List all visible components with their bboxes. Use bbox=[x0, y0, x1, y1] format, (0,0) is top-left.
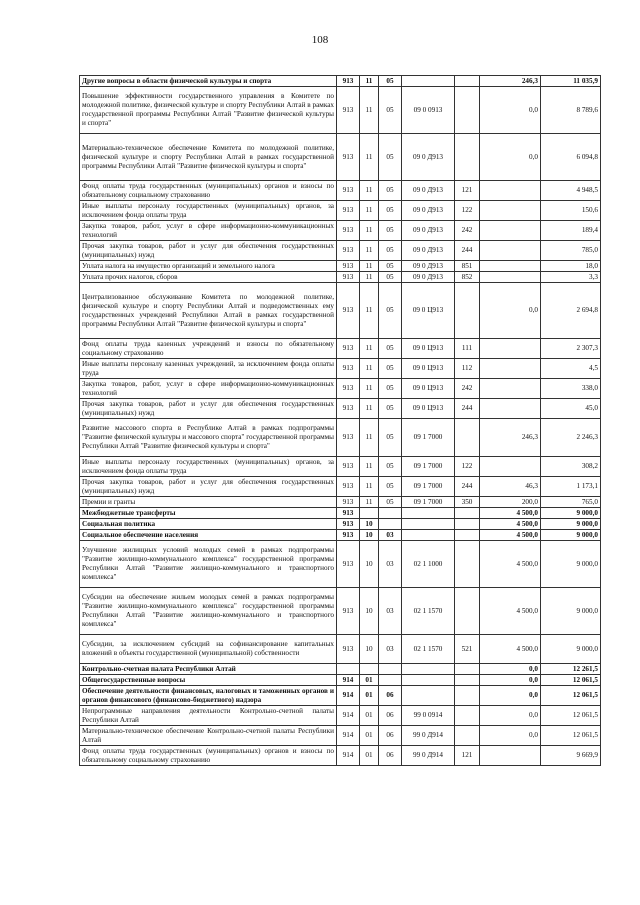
subsection-code-cell: 05 bbox=[379, 283, 402, 339]
expense-type-cell bbox=[455, 706, 480, 726]
page-number: 108 bbox=[311, 34, 329, 46]
row-name-cell: Субсидии на обеспечение жильем молодых семей в рамках подпрограммы "Развитие жилищно-коммунального комплекса" государственной программы Республики Алтай "Развитие жилищно-коммунального и транспортного комплекса" bbox=[80, 588, 337, 635]
expense-type-cell: 244 bbox=[455, 477, 480, 497]
amount-2-cell: 4,5 bbox=[541, 359, 601, 379]
section-code-cell: 01 bbox=[360, 726, 379, 746]
amount-2-cell: 9 000,0 bbox=[541, 519, 601, 530]
subsection-code-cell: 05 bbox=[379, 87, 402, 134]
row-name-cell: Социальное обеспечение населения bbox=[80, 530, 337, 541]
target-article-cell bbox=[402, 686, 455, 706]
row-name-cell: Уплата прочих налогов, сборов bbox=[80, 272, 337, 283]
row-name-cell: Закупка товаров, работ, услуг в сфере информационно-коммуникационных технологий bbox=[80, 221, 337, 241]
expense-type-cell bbox=[455, 726, 480, 746]
expense-type-cell bbox=[455, 519, 480, 530]
amount-2-cell: 189,4 bbox=[541, 221, 601, 241]
amount-1-cell: 0,0 bbox=[480, 726, 541, 746]
table-row bbox=[80, 201, 601, 221]
subsection-code-cell: 05 bbox=[379, 221, 402, 241]
table-row bbox=[80, 283, 601, 339]
table-row bbox=[80, 87, 601, 134]
amount-2-cell: 2 694,8 bbox=[541, 283, 601, 339]
table-row bbox=[80, 134, 601, 181]
amount-1-cell: 0,0 bbox=[480, 283, 541, 339]
table-row bbox=[80, 675, 601, 686]
amount-1-cell: 4 500,0 bbox=[480, 530, 541, 541]
amount-1-cell bbox=[480, 359, 541, 379]
section-code-cell: 11 bbox=[360, 181, 379, 201]
target-article-cell bbox=[402, 664, 455, 675]
expense-type-cell bbox=[455, 530, 480, 541]
amount-2-cell: 3,3 bbox=[541, 272, 601, 283]
admin-code-cell: 913 bbox=[337, 635, 360, 664]
target-article-cell: 09 0 Д913 bbox=[402, 241, 455, 261]
admin-code-cell: 913 bbox=[337, 541, 360, 588]
expense-type-cell bbox=[455, 419, 480, 457]
target-article-cell: 02 1 1570 bbox=[402, 588, 455, 635]
target-article-cell: 02 1 1570 bbox=[402, 635, 455, 664]
amount-2-cell: 785,0 bbox=[541, 241, 601, 261]
admin-code-cell: 913 bbox=[337, 87, 360, 134]
target-article-cell: 09 0 Ц913 bbox=[402, 379, 455, 399]
section-code-cell: 10 bbox=[360, 588, 379, 635]
amount-1-cell bbox=[480, 201, 541, 221]
amount-1-cell bbox=[480, 746, 541, 766]
admin-code-cell: 913 bbox=[337, 241, 360, 261]
subsection-code-cell: 05 bbox=[379, 181, 402, 201]
table-row bbox=[80, 359, 601, 379]
subsection-code-cell: 05 bbox=[379, 76, 402, 87]
table-row bbox=[80, 181, 601, 201]
admin-code-cell: 913 bbox=[337, 181, 360, 201]
target-article-cell: 99 0 Д914 bbox=[402, 746, 455, 766]
row-name-cell: Фонд оплаты труда государственных (муниципальных) органов и взносы по обязательному социальному страхованию bbox=[80, 181, 337, 201]
amount-1-cell: 0,0 bbox=[480, 87, 541, 134]
table-row bbox=[80, 508, 601, 519]
table-row bbox=[80, 635, 601, 664]
admin-code-cell: 914 bbox=[337, 686, 360, 706]
section-code-cell: 11 bbox=[360, 339, 379, 359]
amount-1-cell: 200,0 bbox=[480, 497, 541, 508]
table-row bbox=[80, 541, 601, 588]
admin-code-cell: 914 bbox=[337, 706, 360, 726]
section-code-cell: 11 bbox=[360, 261, 379, 272]
admin-code-cell: 914 bbox=[337, 726, 360, 746]
section-code-cell: 11 bbox=[360, 477, 379, 497]
section-code-cell: 11 bbox=[360, 134, 379, 181]
amount-2-cell: 9 000,0 bbox=[541, 635, 601, 664]
row-name-cell: Непрограммные направления деятельности Контрольно-счетной палаты Республики Алтай bbox=[80, 706, 337, 726]
expense-type-cell: 111 bbox=[455, 339, 480, 359]
table-row bbox=[80, 477, 601, 497]
row-name-cell: Иные выплаты персоналу государственных (муниципальных) органов, за исключением фонда оплаты труда bbox=[80, 457, 337, 477]
amount-1-cell: 4 500,0 bbox=[480, 508, 541, 519]
admin-code-cell: 913 bbox=[337, 519, 360, 530]
target-article-cell: 09 0 Ц913 bbox=[402, 283, 455, 339]
subsection-code-cell bbox=[379, 664, 402, 675]
table-row bbox=[80, 221, 601, 241]
expense-type-cell bbox=[455, 283, 480, 339]
amount-2-cell: 4 948,5 bbox=[541, 181, 601, 201]
subsection-code-cell: 06 bbox=[379, 746, 402, 766]
section-code-cell: 10 bbox=[360, 635, 379, 664]
section-code-cell: 11 bbox=[360, 497, 379, 508]
amount-2-cell: 2 246,3 bbox=[541, 419, 601, 457]
admin-code-cell: 913 bbox=[337, 359, 360, 379]
subsection-code-cell: 03 bbox=[379, 530, 402, 541]
section-code-cell: 11 bbox=[360, 379, 379, 399]
row-name-cell: Фонд оплаты труда государственных (муниципальных) органов и взносы по обязательному социальному страхованию bbox=[80, 746, 337, 766]
target-article-cell: 09 0 Д913 bbox=[402, 181, 455, 201]
amount-1-cell bbox=[480, 339, 541, 359]
subsection-code-cell: 03 bbox=[379, 588, 402, 635]
table-row bbox=[80, 726, 601, 746]
admin-code-cell: 913 bbox=[337, 530, 360, 541]
amount-2-cell: 9 000,0 bbox=[541, 508, 601, 519]
amount-1-cell: 4 500,0 bbox=[480, 541, 541, 588]
amount-1-cell: 46,3 bbox=[480, 477, 541, 497]
subsection-code-cell: 05 bbox=[379, 339, 402, 359]
amount-1-cell bbox=[480, 181, 541, 201]
subsection-code-cell bbox=[379, 675, 402, 686]
admin-code-cell: 913 bbox=[337, 272, 360, 283]
section-code-cell: 11 bbox=[360, 272, 379, 283]
amount-1-cell: 246,3 bbox=[480, 76, 541, 87]
amount-2-cell: 8 789,6 bbox=[541, 87, 601, 134]
table-row bbox=[80, 457, 601, 477]
expense-type-cell: 112 bbox=[455, 359, 480, 379]
amount-1-cell: 0,0 bbox=[480, 675, 541, 686]
row-name-cell: Иные выплаты персоналу казенных учреждений, за исключением фонда оплаты труда bbox=[80, 359, 337, 379]
subsection-code-cell: 06 bbox=[379, 686, 402, 706]
row-name-cell: Прочая закупка товаров, работ и услуг для обеспечения государственных (муниципальных) нужд bbox=[80, 477, 337, 497]
expense-type-cell: 121 bbox=[455, 181, 480, 201]
section-code-cell: 01 bbox=[360, 706, 379, 726]
row-name-cell: Повышение эффективности государственного управления в Комитете по молодежной политике, физической культуре и спорту Республики Алтай в рамках государственной программы Республики Алтай "Развитие физической культуры и спорта" bbox=[80, 87, 337, 134]
expense-type-cell bbox=[455, 541, 480, 588]
expense-type-cell: 122 bbox=[455, 457, 480, 477]
amount-1-cell bbox=[480, 399, 541, 419]
expense-type-cell: 244 bbox=[455, 399, 480, 419]
row-name-cell: Премии и гранты bbox=[80, 497, 337, 508]
admin-code-cell: 913 bbox=[337, 419, 360, 457]
admin-code-cell: 913 bbox=[337, 134, 360, 181]
subsection-code-cell: 03 bbox=[379, 635, 402, 664]
admin-code-cell bbox=[337, 664, 360, 675]
amount-2-cell: 12 261,5 bbox=[541, 664, 601, 675]
subsection-code-cell: 03 bbox=[379, 541, 402, 588]
section-code-cell: 10 bbox=[360, 530, 379, 541]
subsection-code-cell: 05 bbox=[379, 419, 402, 457]
admin-code-cell: 913 bbox=[337, 399, 360, 419]
table-row bbox=[80, 399, 601, 419]
section-code-cell bbox=[360, 664, 379, 675]
section-code-cell: 01 bbox=[360, 675, 379, 686]
amount-2-cell: 150,6 bbox=[541, 201, 601, 221]
amount-1-cell: 0,0 bbox=[480, 134, 541, 181]
target-article-cell: 09 0 Ц913 bbox=[402, 399, 455, 419]
section-code-cell: 11 bbox=[360, 399, 379, 419]
amount-1-cell bbox=[480, 379, 541, 399]
table-row bbox=[80, 272, 601, 283]
expense-type-cell bbox=[455, 675, 480, 686]
admin-code-cell: 913 bbox=[337, 221, 360, 241]
amount-2-cell: 308,2 bbox=[541, 457, 601, 477]
expense-type-cell: 851 bbox=[455, 261, 480, 272]
target-article-cell: 09 0 Д913 bbox=[402, 134, 455, 181]
section-code-cell: 11 bbox=[360, 201, 379, 221]
target-article-cell: 09 1 7000 bbox=[402, 457, 455, 477]
row-name-cell: Иные выплаты персоналу государственных (муниципальных) органов, за исключением фонда оплаты труда bbox=[80, 201, 337, 221]
row-name-cell: Контрольно-счетная палата Республики Алтай bbox=[80, 664, 337, 675]
expense-type-cell: 242 bbox=[455, 221, 480, 241]
admin-code-cell: 914 bbox=[337, 675, 360, 686]
amount-1-cell: 4 500,0 bbox=[480, 588, 541, 635]
amount-1-cell: 0,0 bbox=[480, 664, 541, 675]
section-code-cell: 11 bbox=[360, 419, 379, 457]
target-article-cell bbox=[402, 519, 455, 530]
amount-1-cell: 4 500,0 bbox=[480, 519, 541, 530]
admin-code-cell: 913 bbox=[337, 201, 360, 221]
admin-code-cell: 913 bbox=[337, 339, 360, 359]
table-row bbox=[80, 419, 601, 457]
row-name-cell: Субсидии, за исключением субсидий на софинансирование капитальных вложений в объекты государственной (муниципальной) собственности bbox=[80, 635, 337, 664]
row-name-cell: Прочая закупка товаров, работ и услуг для обеспечения государственных (муниципальных) нужд bbox=[80, 241, 337, 261]
section-code-cell: 11 bbox=[360, 283, 379, 339]
amount-1-cell: 0,0 bbox=[480, 686, 541, 706]
table-body bbox=[80, 76, 601, 766]
expense-type-cell bbox=[455, 686, 480, 706]
target-article-cell: 09 0 Д913 bbox=[402, 201, 455, 221]
table-row bbox=[80, 76, 601, 87]
subsection-code-cell: 05 bbox=[379, 241, 402, 261]
expense-type-cell bbox=[455, 508, 480, 519]
target-article-cell: 99 0 0914 bbox=[402, 706, 455, 726]
admin-code-cell: 913 bbox=[337, 76, 360, 87]
subsection-code-cell: 05 bbox=[379, 399, 402, 419]
target-article-cell bbox=[402, 675, 455, 686]
target-article-cell bbox=[402, 530, 455, 541]
amount-2-cell: 2 307,3 bbox=[541, 339, 601, 359]
row-name-cell: Материально-техническое обеспечение Комитета по молодежной политике, физической культуре и спорту Республики Алтай в рамках государственной программы Республики Алтай "Развитие физической культуры и спорта" bbox=[80, 134, 337, 181]
subsection-code-cell: 05 bbox=[379, 379, 402, 399]
admin-code-cell: 913 bbox=[337, 283, 360, 339]
table-row bbox=[80, 664, 601, 675]
row-name-cell: Прочая закупка товаров, работ и услуг для обеспечения государственных (муниципальных) нужд bbox=[80, 399, 337, 419]
row-name-cell: Другие вопросы в области физической культуры и спорта bbox=[80, 76, 337, 87]
section-code-cell: 11 bbox=[360, 359, 379, 379]
row-name-cell: Материально-техническое обеспечение Контрольно-счетной палаты Республики Алтай bbox=[80, 726, 337, 746]
amount-2-cell: 9 000,0 bbox=[541, 530, 601, 541]
expense-type-cell: 521 bbox=[455, 635, 480, 664]
admin-code-cell: 913 bbox=[337, 508, 360, 519]
section-code-cell: 11 bbox=[360, 76, 379, 87]
amount-1-cell: 0,0 bbox=[480, 706, 541, 726]
admin-code-cell: 913 bbox=[337, 588, 360, 635]
table-row bbox=[80, 379, 601, 399]
table-row bbox=[80, 686, 601, 706]
table-row bbox=[80, 706, 601, 726]
subsection-code-cell: 05 bbox=[379, 497, 402, 508]
table-row bbox=[80, 497, 601, 508]
target-article-cell: 09 0 Д913 bbox=[402, 221, 455, 241]
row-name-cell: Межбюджетные трансферты bbox=[80, 508, 337, 519]
row-name-cell: Централизованное обслуживание Комитета по молодежной политике, физической культуре и спорту Республики Алтай и подведомственных ему государственных учреждений Республики Алтай в рамках государственной программы Республики Алтай "Развитие физической культуры и спорта" bbox=[80, 283, 337, 339]
target-article-cell: 09 0 Д913 bbox=[402, 272, 455, 283]
expense-type-cell bbox=[455, 76, 480, 87]
row-name-cell: Обеспечение деятельности финансовых, налоговых и таможенных органов и органов финансового (финансово-бюджетного) надзора bbox=[80, 686, 337, 706]
amount-2-cell: 9 000,0 bbox=[541, 588, 601, 635]
table-row bbox=[80, 746, 601, 766]
row-name-cell: Улучшение жилищных условий молодых семей в рамках подпрограммы "Развитие жилищно-коммунального комплекса" государственной программы Республики Алтай "Развитие жилищно-коммунального и транспортного комплекса" bbox=[80, 541, 337, 588]
target-article-cell: 09 1 7000 bbox=[402, 419, 455, 457]
subsection-code-cell: 05 bbox=[379, 261, 402, 272]
table-row bbox=[80, 530, 601, 541]
subsection-code-cell: 05 bbox=[379, 359, 402, 379]
row-name-cell: Уплата налога на имущество организаций и земельного налога bbox=[80, 261, 337, 272]
expense-type-cell bbox=[455, 134, 480, 181]
row-name-cell: Социальная политика bbox=[80, 519, 337, 530]
row-name-cell: Закупка товаров, работ, услуг в сфере информационно-коммуникационных технологий bbox=[80, 379, 337, 399]
amount-1-cell bbox=[480, 261, 541, 272]
target-article-cell: 09 1 7000 bbox=[402, 497, 455, 508]
amount-2-cell: 765,0 bbox=[541, 497, 601, 508]
subsection-code-cell: 06 bbox=[379, 726, 402, 746]
table-row bbox=[80, 519, 601, 530]
admin-code-cell: 913 bbox=[337, 379, 360, 399]
amount-2-cell: 45,0 bbox=[541, 399, 601, 419]
expense-type-cell: 242 bbox=[455, 379, 480, 399]
amount-1-cell bbox=[480, 272, 541, 283]
amount-2-cell: 12 061,5 bbox=[541, 675, 601, 686]
section-code-cell: 11 bbox=[360, 457, 379, 477]
admin-code-cell: 913 bbox=[337, 497, 360, 508]
target-article-cell: 99 0 Д914 bbox=[402, 726, 455, 746]
amount-1-cell: 4 500,0 bbox=[480, 635, 541, 664]
expense-type-cell: 350 bbox=[455, 497, 480, 508]
amount-2-cell: 11 035,9 bbox=[541, 76, 601, 87]
amount-1-cell bbox=[480, 221, 541, 241]
table-row bbox=[80, 588, 601, 635]
amount-1-cell bbox=[480, 241, 541, 261]
table-row bbox=[80, 241, 601, 261]
target-article-cell: 02 1 1000 bbox=[402, 541, 455, 588]
subsection-code-cell: 05 bbox=[379, 477, 402, 497]
target-article-cell: 09 0 Ц913 bbox=[402, 339, 455, 359]
amount-1-cell bbox=[480, 457, 541, 477]
admin-code-cell: 913 bbox=[337, 457, 360, 477]
target-article-cell: 09 0 Д913 bbox=[402, 261, 455, 272]
amount-2-cell: 6 094,8 bbox=[541, 134, 601, 181]
amount-2-cell: 18,0 bbox=[541, 261, 601, 272]
expense-type-cell bbox=[455, 588, 480, 635]
row-name-cell: Развитие массового спорта в Республике Алтай в рамках подпрограммы "Развитие физической культуры и массового спорта" государственной программы Республики Алтай "Развитие физической культуры и спорта" bbox=[80, 419, 337, 457]
subsection-code-cell: 06 bbox=[379, 706, 402, 726]
row-name-cell: Общегосударственные вопросы bbox=[80, 675, 337, 686]
expense-type-cell bbox=[455, 87, 480, 134]
amount-1-cell: 246,3 bbox=[480, 419, 541, 457]
section-code-cell bbox=[360, 508, 379, 519]
section-code-cell: 11 bbox=[360, 221, 379, 241]
expense-type-cell: 852 bbox=[455, 272, 480, 283]
amount-2-cell: 12 061,5 bbox=[541, 686, 601, 706]
amount-2-cell: 338,0 bbox=[541, 379, 601, 399]
admin-code-cell: 914 bbox=[337, 746, 360, 766]
admin-code-cell: 913 bbox=[337, 477, 360, 497]
amount-2-cell: 12 061,5 bbox=[541, 726, 601, 746]
expense-type-cell: 244 bbox=[455, 241, 480, 261]
subsection-code-cell bbox=[379, 508, 402, 519]
expense-type-cell: 121 bbox=[455, 746, 480, 766]
amount-2-cell: 1 173,1 bbox=[541, 477, 601, 497]
subsection-code-cell: 05 bbox=[379, 272, 402, 283]
subsection-code-cell: 05 bbox=[379, 201, 402, 221]
table-row bbox=[80, 261, 601, 272]
expense-type-cell bbox=[455, 664, 480, 675]
subsection-code-cell: 05 bbox=[379, 457, 402, 477]
amount-2-cell: 9 000,0 bbox=[541, 541, 601, 588]
subsection-code-cell: 05 bbox=[379, 134, 402, 181]
subsection-code-cell bbox=[379, 519, 402, 530]
row-name-cell: Фонд оплаты труда казенных учреждений и взносы по обязательному социальному страхованию bbox=[80, 339, 337, 359]
section-code-cell: 01 bbox=[360, 686, 379, 706]
target-article-cell: 09 0 0913 bbox=[402, 87, 455, 134]
target-article-cell bbox=[402, 508, 455, 519]
amount-2-cell: 12 061,5 bbox=[541, 706, 601, 726]
table-row bbox=[80, 339, 601, 359]
target-article-cell bbox=[402, 76, 455, 87]
target-article-cell: 09 0 Ц913 bbox=[402, 359, 455, 379]
section-code-cell: 10 bbox=[360, 519, 379, 530]
expense-type-cell: 122 bbox=[455, 201, 480, 221]
target-article-cell: 09 1 7000 bbox=[402, 477, 455, 497]
section-code-cell: 11 bbox=[360, 87, 379, 134]
section-code-cell: 10 bbox=[360, 541, 379, 588]
amount-2-cell: 9 669,9 bbox=[541, 746, 601, 766]
section-code-cell: 11 bbox=[360, 241, 379, 261]
admin-code-cell: 913 bbox=[337, 261, 360, 272]
budget-table bbox=[79, 75, 601, 766]
section-code-cell: 01 bbox=[360, 746, 379, 766]
